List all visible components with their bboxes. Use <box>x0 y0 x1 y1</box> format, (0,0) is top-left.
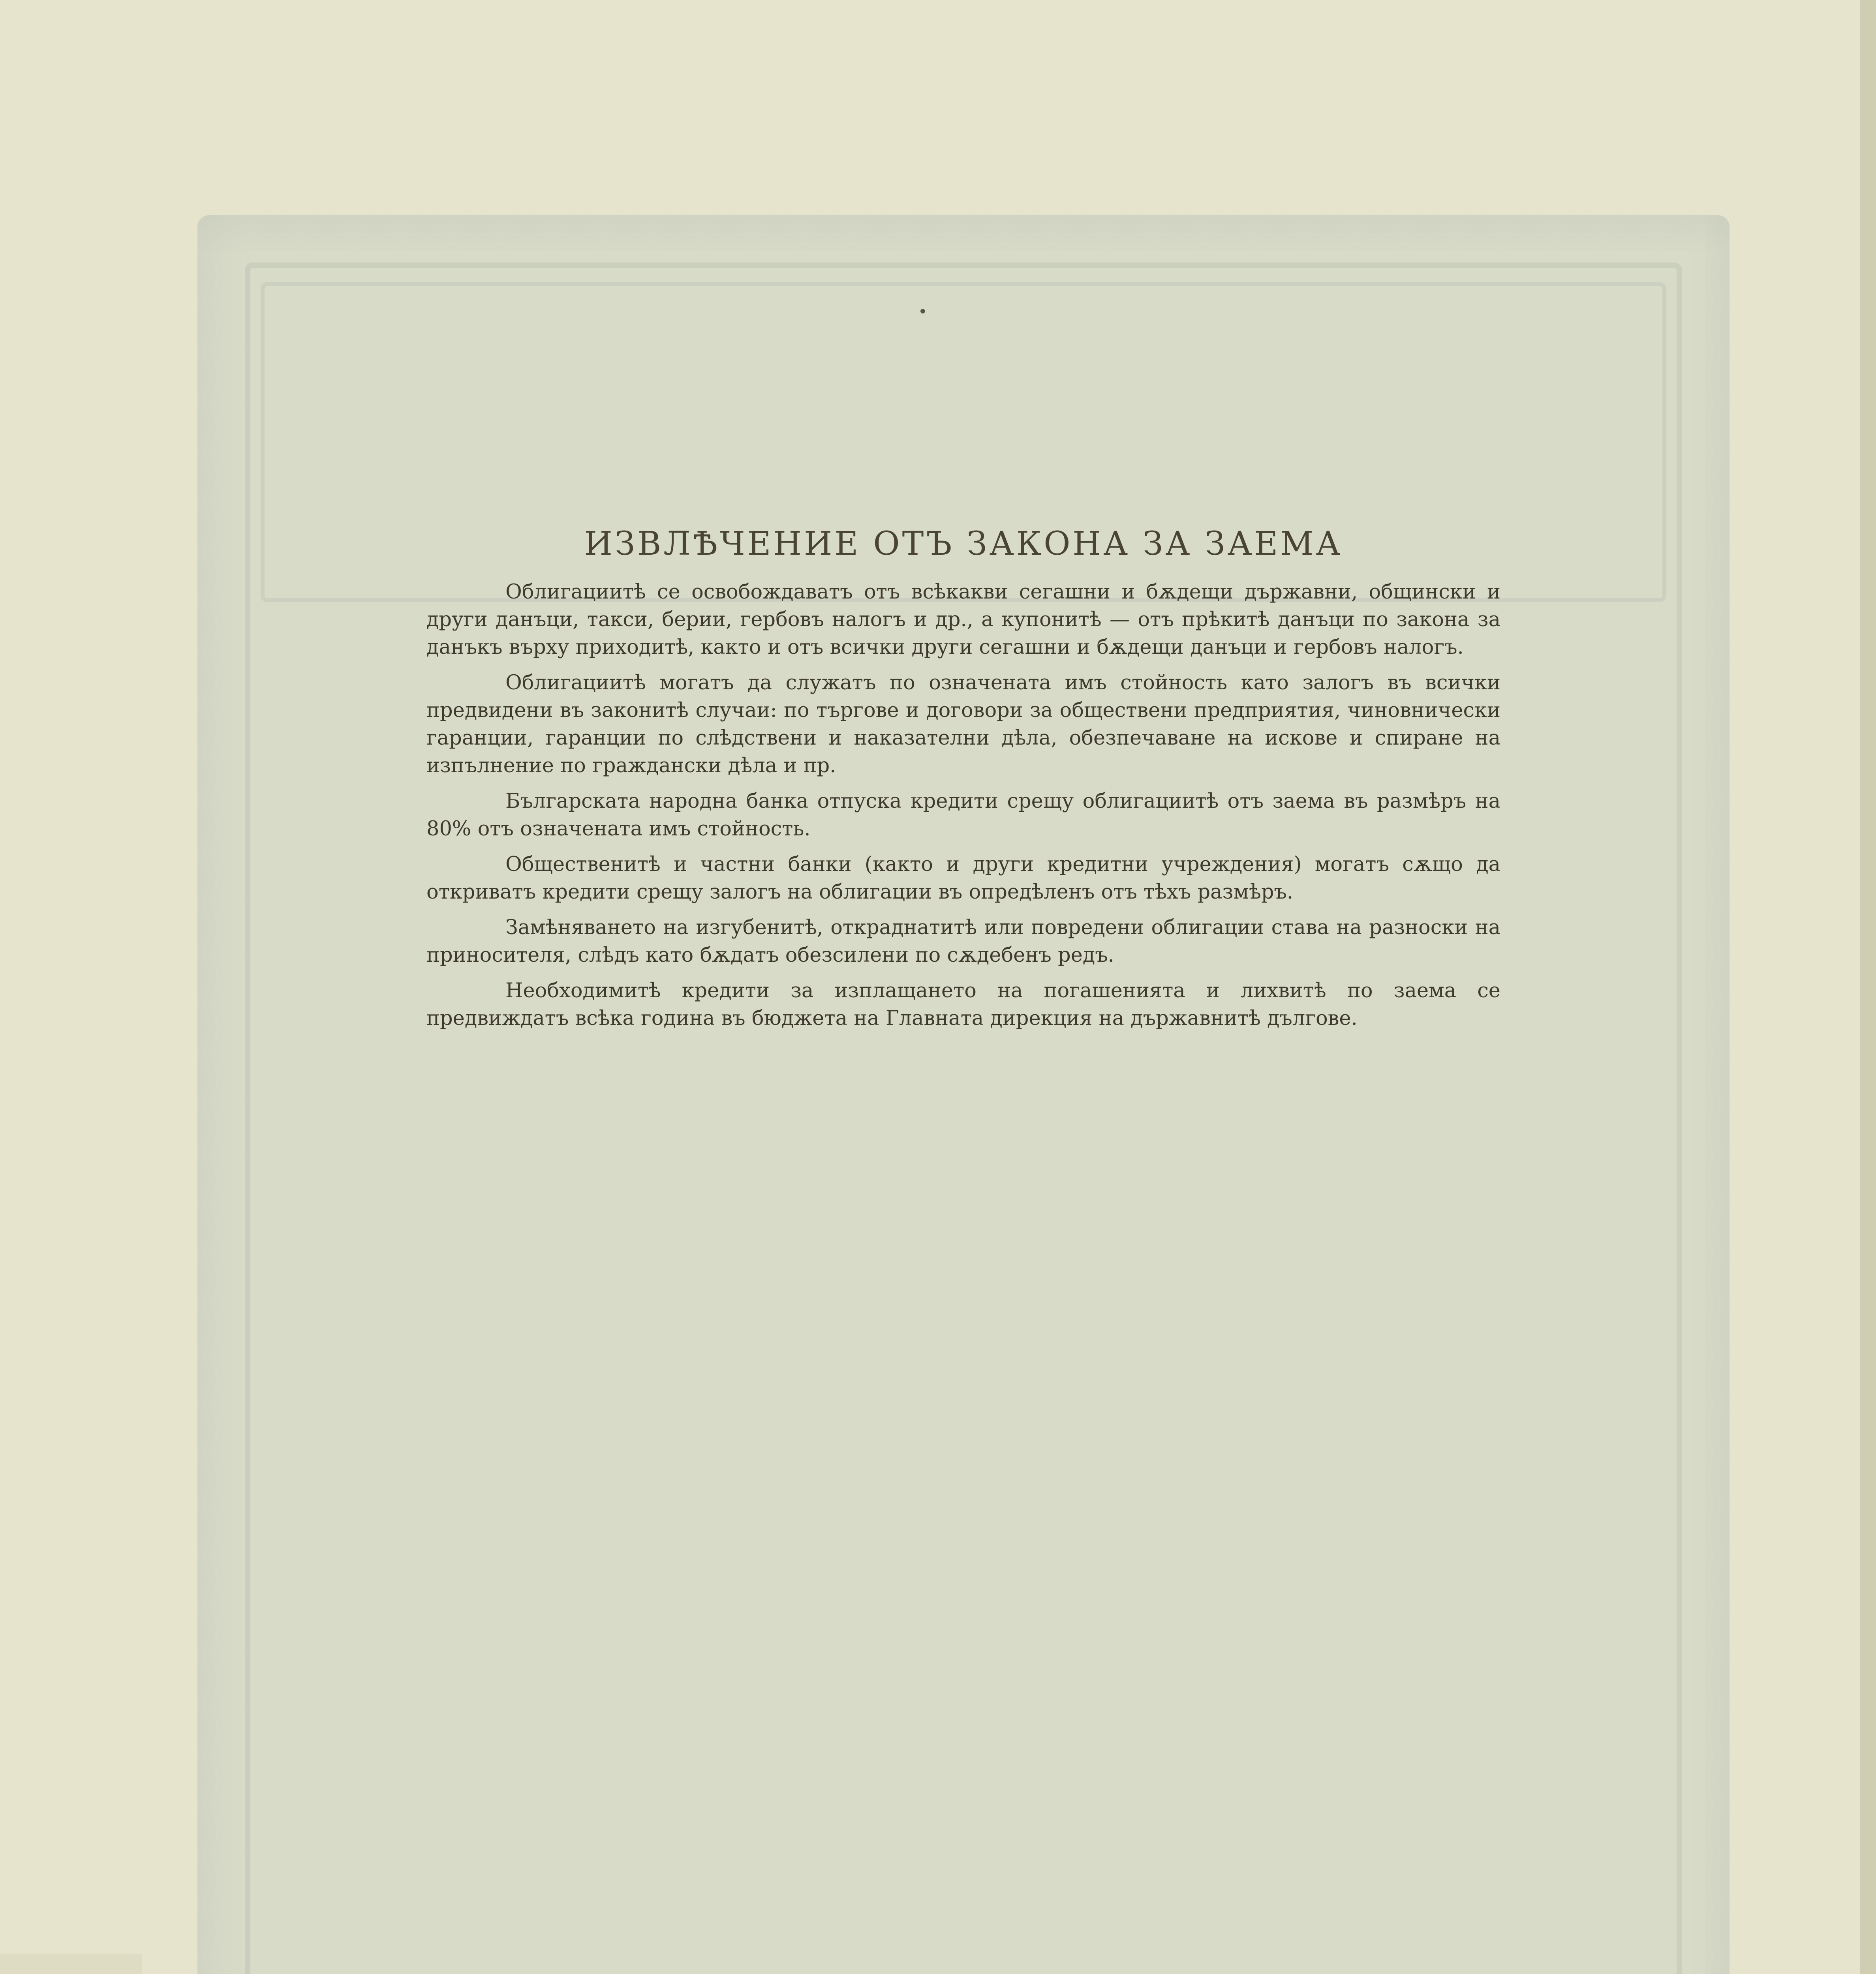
paragraph-tax-exemption: Облигациитѣ се освобождаватъ отъ всѣкакви сегашни и бѫдещи държавни, общински и други данъци, такси, берии, гербовъ налогъ и др., а купонитѣ — отъ прѣкитѣ данъци по закона за данъкъ върху приходитѣ, както и отъ всички други сегашни и бѫдещи данъци и гербовъ налогъ. <box>426 580 1500 659</box>
paragraph-national-bank-credit: Българската народна банка отпуска кредити срещу облигациитѣ отъ заема въ размѣръ на 80% отъ означената имъ стойность. <box>426 790 1500 841</box>
ornamental-border-show-through <box>245 263 1682 1974</box>
paragraph-budget-credits: Необходимитѣ кредити за изплащането на погашенията и лихвитѣ по заема се предвиждатъ всѣка година въ бюджета на Главната дирекция на държавнитѣ дългове. <box>426 979 1500 1030</box>
paragraph-collateral-use: Облигациитѣ могатъ да служатъ по означената имъ стойность като залогъ въ всички предвидени въ законитѣ случаи: по търгове и договори за обществени предприятия, чиновнически гаранции, гаранции по слѣдствени и наказателни дѣла, обезпечаване на искове и спиране на изпълнение по граждански дѣла и пр. <box>426 671 1500 777</box>
bond-print-show-through <box>197 215 1730 1974</box>
ink-speck: • <box>918 303 928 321</box>
paragraph-private-banks-credit: Общественитѣ и частни банки (както и други кредитни учреждения) могатъ сѫщо да откриватъ кредити срещу залогъ на облигации въ опредѣленъ отъ тѣхъ размѣръ. <box>426 853 1500 904</box>
lower-left-paper-strip <box>0 1954 142 1974</box>
paragraph-replacement: Замѣняването на изгубенитѣ, откраднатитѣ или повредени облигации става на разноски на приносителя, слѣдъ като бѫдатъ обезсилени по сѫдебенъ редъ. <box>426 916 1500 967</box>
document-title: ИЗВЛѢЧЕНИЕ ОТЪ ЗАКОНА ЗА ЗАЕМА <box>584 525 1343 563</box>
law-extract-text-block <box>426 525 1500 1040</box>
